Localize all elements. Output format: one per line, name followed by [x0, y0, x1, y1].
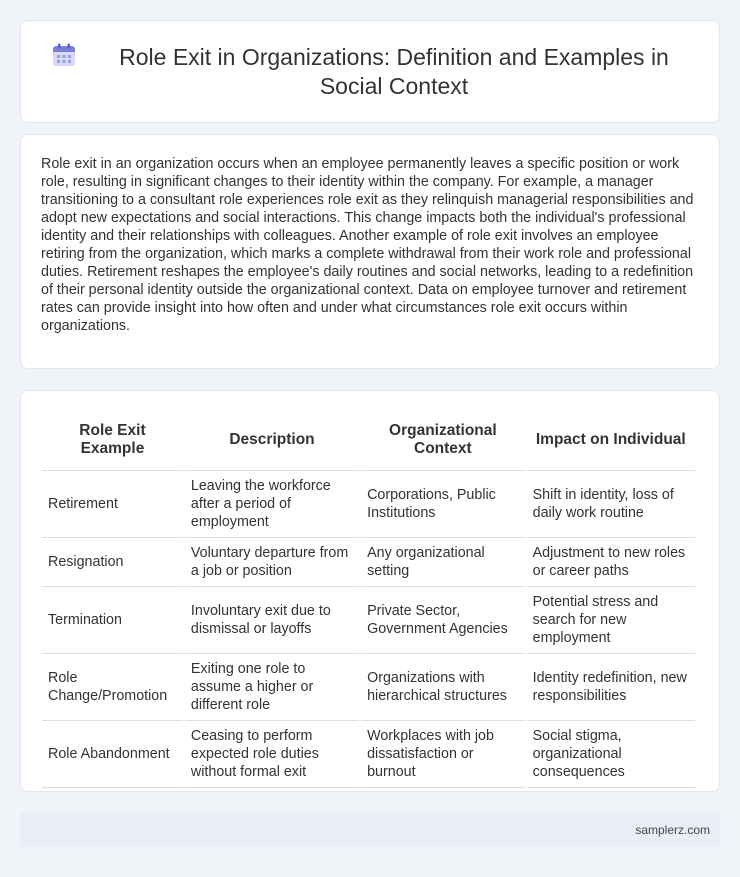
- table-row: [42, 471, 695, 538]
- table-cell: Any organizational setting: [361, 538, 525, 587]
- header-card: [20, 20, 720, 123]
- column-header-context: Organizational Context: [361, 411, 525, 471]
- footer-site-link[interactable]: samplerz.com: [635, 823, 710, 837]
- table-card: [20, 390, 720, 792]
- table-cell: Leaving the workforce after a period of employment: [185, 471, 359, 538]
- table-row: [42, 721, 695, 788]
- table-cell: Termination: [42, 587, 183, 654]
- table-row: [42, 587, 695, 654]
- table-cell: Organizations with hierarchical structures: [361, 654, 525, 721]
- footer-bar: [20, 813, 720, 847]
- table-cell: Resignation: [42, 538, 183, 587]
- column-header-description: Description: [185, 411, 359, 471]
- table-cell: Role Abandonment: [42, 721, 183, 788]
- table-cell: Potential stress and search for new employment: [527, 587, 695, 654]
- table-cell: Involuntary exit due to dismissal or layoffs: [185, 587, 359, 654]
- table-cell: Exiting one role to assume a higher or different role: [185, 654, 359, 721]
- table-cell: Social stigma, organizational consequences: [527, 721, 695, 788]
- table-cell: Adjustment to new roles or career paths: [527, 538, 695, 587]
- table-cell: Role Change/Promotion: [42, 654, 183, 721]
- page-title: Role Exit in Organizations: Definition and Examples in Social Context: [119, 43, 669, 99]
- table-cell: Identity redefinition, new responsibilities: [527, 654, 695, 721]
- table-header-row: [42, 411, 695, 471]
- table-cell: Retirement: [42, 471, 183, 538]
- table-cell: Private Sector, Government Agencies: [361, 587, 525, 654]
- table-cell: Ceasing to perform expected role duties without formal exit: [185, 721, 359, 788]
- column-header-example: Role Exit Example: [42, 411, 183, 471]
- table-cell: Workplaces with job dissatisfaction or burnout: [361, 721, 525, 788]
- table-cell: Shift in identity, loss of daily work routine: [527, 471, 695, 538]
- calendar-icon: [51, 42, 77, 73]
- table-cell: Corporations, Public Institutions: [361, 471, 525, 538]
- table-row: [42, 538, 695, 587]
- column-header-impact: Impact on Individual: [527, 411, 695, 471]
- intro-paragraph: Role exit in an organization occurs when an employee permanently leaves a specific position or work role, resulting in significant changes to their identity within the company. For example, a manager transitioning to a consultant role experiences role exit as they relinquish managerial responsibilities and adopt new expectations and social interactions. This change impacts both the individual's professional identity and their relationships with colleagues. Another example of role exit involves an employee retiring from the organization, which marks a complete withdrawal from their work role and professional duties. Retirement reshapes the employee's daily routines and social networks, leading to a redefinition of their personal identity outside the organizational context. Data on employee turnover and retirement rates can provide insight into how often and under what circumstances role exit occurs within organizations.: [41, 156, 694, 334]
- table-row: [42, 654, 695, 721]
- table-cell: Voluntary departure from a job or position: [185, 538, 359, 587]
- role-exit-table: [40, 411, 697, 788]
- intro-card: [20, 134, 720, 369]
